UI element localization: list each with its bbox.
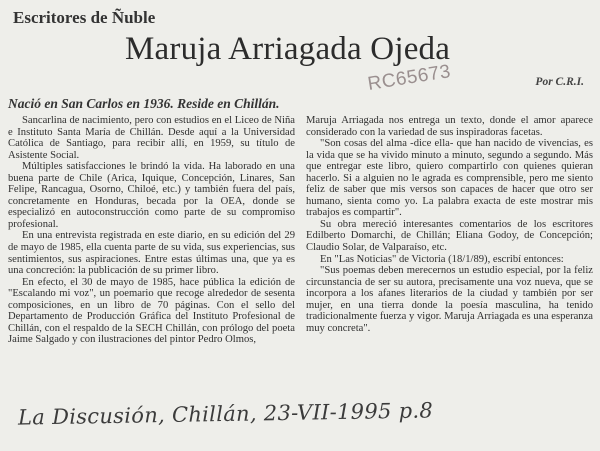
- paragraph: Su obra mereció interesantes comentarios de los escritores Edilberto Domarchi, de Chillán; Eliana Godoy, de Concepción; Claudio Solar, de Valparaíso, etc.: [306, 218, 593, 254]
- paragraph: En una entrevista registrada en este diario, en su edición del 29 de mayo de 1985, ella cuenta parte de su vida, sus experiencias, sus sentimientos, sus aspiraciones. Entre estas últimas una, que ya es una concreción: la publicación de su primer libro.: [8, 230, 295, 277]
- paragraph: En efecto, el 30 de mayo de 1985, hace pública la edición de "Escalando mi voz", un poemario que recoge alrededor de sesenta composiciones, en un libro de 70 páginas. Con el sello del Departamento de Producción Gráfica del Instituto Profesional de Chillán, con el respaldo de la SECH Chillán, con prólogo del poeta Jaime Salgado y con ilustraciones del pintor Pedro Olmos,: [8, 276, 295, 346]
- paragraph: Sancarlina de nacimiento, pero con estudios en el Liceo de Niña e Instituto Santa María de Chillán. Desde aquí a la Universidad Católica de Santiago, para recibir allí, en 1959, su título de Asistente Social.: [8, 115, 295, 161]
- paragraph: Maruja Arriagada nos entrega un texto, donde el amor aparece considerado con la variedad de sus inspiradoras facetas.: [306, 115, 593, 138]
- paragraph: "Sus poemas deben merecernos un estudio especial, por la feliz circunstancia de ser su autora, precisamente una voz nueva, que se incorpora a los afanes literarios de la ciudad y también por ser mujer, en una tierra donde la poesía masculina, ha tenido tradicionalmente fuerza y vigor. Maruja Arriagada es una esperanza muy concreta".: [306, 265, 593, 334]
- left-column: [8, 115, 295, 346]
- section-heading: Escritores de Ñuble: [13, 8, 156, 27]
- author-byline: Por C.R.I.: [535, 76, 584, 88]
- paragraph: En "Las Noticias" de Victoria (18/1/89), escribí entonces:: [320, 253, 564, 265]
- paragraph: "Son cosas del alma -dice ella- que han nacido de vivencias, es la vida que se ha vivido minuto a minuto, segundo a segundo. Más que entregar este libro, quiero compartirlo con quienes quieran hacerlo. Si a alguien no le agrada es comprensible, pero me siento feliz de saber que mis versos son capaces de hacer que otro ser humano, sienta como yo. La palabra exacta de este mostrar mis trabajos es compartir".: [306, 138, 593, 219]
- handwritten-catalog-number: RC65673: [366, 61, 453, 95]
- article-subtitle: Nació en San Carlos en 1936. Reside en Chillán.: [8, 96, 280, 111]
- right-column: [306, 115, 593, 334]
- article-title: Maruja Arriagada Ojeda: [125, 31, 451, 67]
- paragraph: Múltiples satisfacciones le brindó la vida. Ha laborado en una buena parte de Chile (Arica, Iquique, Concepción, Linares, San Felipe, Rancagua, Osorno, Chiloé, etc.) y también fuera del país, concretamente en Honduras, becada por la OEA, donde se especializó en autoconstrucción como parte de su compromiso profesional.: [8, 161, 295, 230]
- handwritten-source-note: La Discusión, Chillán, 23-VII-1995 p.8: [17, 398, 434, 430]
